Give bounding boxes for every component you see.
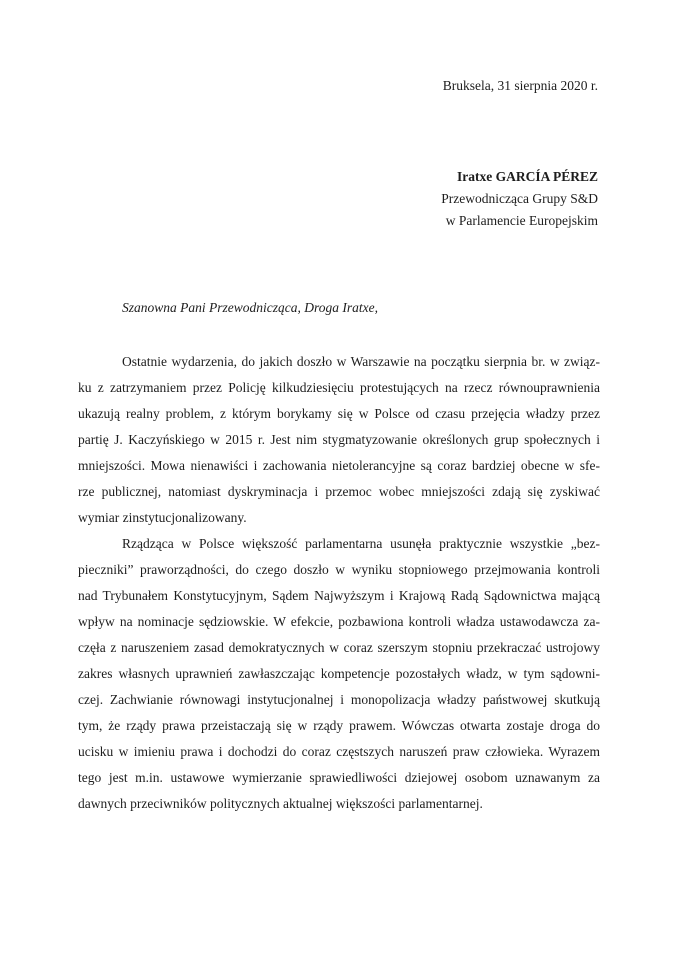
paragraph-line: ku z zatrzymaniem przez Policję kilkudziesięciu protestujących na rzecz równouprawnienia bbox=[78, 380, 600, 395]
paragraph-line: rze publicznej, natomiast dyskryminacja i przemoc wobec mniejszości zdają się zyskiwać bbox=[78, 484, 600, 499]
paragraph-line: tego jest m.in. ustawowe wymierzanie sprawiedliwości dziejowej osobom uznawanym za bbox=[78, 770, 600, 785]
paragraph-line: Rządząca w Polsce większość parlamentarna usunęła praktycznie wszystkie „bez- bbox=[122, 536, 600, 551]
recipient-name: Iratxe GARCÍA PÉREZ bbox=[457, 169, 598, 184]
recipient-institution: w Parlamencie Europejskim bbox=[445, 213, 598, 228]
paragraph-line: nad Trybunałem Konstytucyjnym, Sądem Najwyższym i Krajową Radą Sądownictwa mającą bbox=[78, 588, 600, 603]
paragraph-line: mniejszości. Mowa nienawiści i zachowania nietolerancyjne są coraz bardziej obecne w sfe- bbox=[78, 458, 600, 473]
paragraph-line: pieczniki” praworządności, do czego doszło w wyniku stopniowego przejmowania kontroli bbox=[78, 562, 600, 577]
recipient-block bbox=[441, 166, 598, 232]
paragraph-line: ukazują realny problem, z którym borykamy się w Polsce od czasu przejęcia władzy przez bbox=[78, 406, 600, 421]
letter-body bbox=[78, 349, 600, 817]
paragraph-line: ucisku w imieniu prawa i dochodzi do coraz częstszych naruszeń praw człowieka. Wyrazem bbox=[78, 744, 600, 759]
paragraph-line: wymiar zinstytucjonalizowany. bbox=[78, 510, 247, 525]
paragraph-line: Ostatnie wydarzenia, do jakich doszło w Warszawie na początku sierpnia br. w związ- bbox=[122, 354, 600, 369]
paragraph-line: dawnych przeciwników politycznych aktualnej większości parlamentarnej. bbox=[78, 796, 483, 811]
paragraph-line: partię J. Kaczyńskiego w 2015 r. Jest nim stygmatyzowanie określonych grup społecznych i bbox=[78, 432, 600, 447]
paragraph-line: wpływ na nominacje sędziowskie. W efekcie, pozbawiona kontroli władza ustawodawcza za- bbox=[78, 614, 600, 629]
paragraph-line: zakres własnych uprawnień zawłaszczając kompetencje pozostałych władz, w tym sądowni- bbox=[78, 666, 600, 681]
paragraph-line: czej. Zachwianie równowagi instytucjonalnej i monopolizacja władzy państwowej skutkują bbox=[78, 692, 600, 707]
salutation: Szanowna Pani Przewodnicząca, Droga Iratxe, bbox=[122, 300, 378, 315]
paragraph-line: tym, że rządy prawa przeistaczają się w rządy prawem. Wówczas otwarta zostaje droga do bbox=[78, 718, 600, 733]
dateline: Bruksela, 31 sierpnia 2020 r. bbox=[442, 78, 598, 93]
paragraph-line: częła z naruszeniem zasad demokratycznych w coraz szerszym stopniu przekraczać ustrojowy bbox=[78, 640, 600, 655]
paragraph-2 bbox=[78, 531, 600, 817]
paragraph-1 bbox=[78, 349, 600, 531]
recipient-title: Przewodnicząca Grupy S&D bbox=[441, 191, 598, 206]
